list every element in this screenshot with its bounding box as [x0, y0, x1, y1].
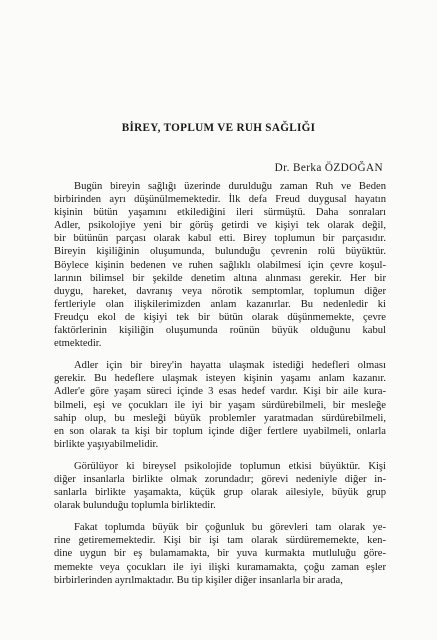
paragraph: [54, 359, 386, 451]
text-line: Böylece kişinin bedenen ve ruhen sağlıklı olabilmesi için çevre koşul-: [54, 259, 386, 271]
text-line: fertleriyle olan ilişkilerimizden anlam kazanırlar. Bu nedenledir ki: [54, 298, 386, 310]
text-line: gerekir. Bu hedeflere ulaşmak isteyen kişinin yaşamı anlam kazanır.: [54, 373, 386, 385]
text-line: faktörlerinin kişiliğin oluşumunda roünün büyük olduğunu kabul: [54, 325, 386, 337]
text-line: sahip olup, bu mesleği büyük problemler yaratmadan sürdürebilmeli,: [54, 412, 386, 424]
paragraph: [54, 180, 386, 350]
text-line: dine uygun bir eş bulamamakta, bir yuva kurmakta mutluluğu göre-: [54, 548, 386, 560]
article-body: [54, 180, 386, 596]
author-line: Dr. Berka ÖZDOĞAN: [274, 162, 383, 174]
text-line: birlikte yaşıyabilmelidir.: [54, 438, 159, 450]
paragraph: [54, 521, 386, 586]
article-title: BİREY, TOPLUM VE RUH SAĞLIĞI: [121, 122, 316, 134]
text-line: Adler'e göre yaşam süreci içinde 3 esas hedef vardır. Kişi bir aile kura-: [54, 386, 386, 398]
text-line: duygu, hareket, davranış veya nörotik semptomlar, toplumun diğer: [54, 285, 386, 297]
text-line: diğer insanlarla birlikte olmak zorundadır; görevi nedeniyle diğer in-: [54, 473, 386, 485]
text-line: birbirlerinden ayrılmaktadır. Bu tip kişiler diğer insanlarla bir arada,: [54, 574, 343, 586]
text-line: en son olarak ta kişi bir toplum içinde diğer fertlere uyabilmeli, onlarla: [54, 425, 386, 437]
text-line: Bugün bireyin sağlığı üzerinde durulduğu zaman Ruh ve Beden: [74, 181, 386, 192]
text-line: bir bütünün parçası olarak kabul etti. Birey toplumun bir parçasıdır.: [54, 233, 386, 245]
text-line: Freudçu ekol de kişiyi tek bir bütün olarak düşünmemekte, çevre: [54, 311, 386, 323]
text-line: Bireyin kişiliğinin oluşumunda, bulunduğu çevrenin rolü büyüktür.: [54, 246, 386, 258]
text-line: Görülüyor ki bireysel psikolojide toplumun etkisi büyüktür. Kişi: [74, 460, 386, 472]
text-line: etmektedir.: [54, 338, 102, 350]
text-line: birbirinden ayrı düşünülmemektedir. İlk defa Freud duygusal hayatın: [54, 194, 386, 206]
text-line: Adler, psikolojiye yeni bir görüş getirdi ve kişiyi tek olarak değil,: [54, 220, 386, 232]
text-line: olarak bulunduğu toplumla birliktedir.: [54, 500, 216, 512]
text-line: larının bilimsel bir şekilde denetim altına alınması gerekir. Her bir: [54, 272, 386, 284]
text-line: bilmeli, eşi ve çocukları ile iyi bir yaşam sürdürebilmeli, bir mesleğe: [54, 399, 386, 411]
text-line: rine getirememektedir. Kişi bir işi tam olarak sürdürememekte, ken-: [54, 535, 386, 547]
text-line: sanlarla birlikte yaşamakta, küçük grup olarak ailesiyle, büyük grup: [54, 487, 386, 499]
text-line: kişinin bütün yaşamını etkilediğini ileri sürmüştü. Daha sonraları: [54, 207, 386, 219]
text-line: Adler için bir birey'in hayatta ulaşmak istediği hedefleri olması: [74, 360, 386, 372]
text-line: memekte veya çocukları ile iyi ilişki kuramamakta, çoğu zaman eşler: [54, 561, 386, 573]
paragraph: [54, 460, 386, 512]
text-line: Fakat toplumda büyük bir çoğunluk bu görevleri tam olarak ye-: [74, 522, 386, 534]
